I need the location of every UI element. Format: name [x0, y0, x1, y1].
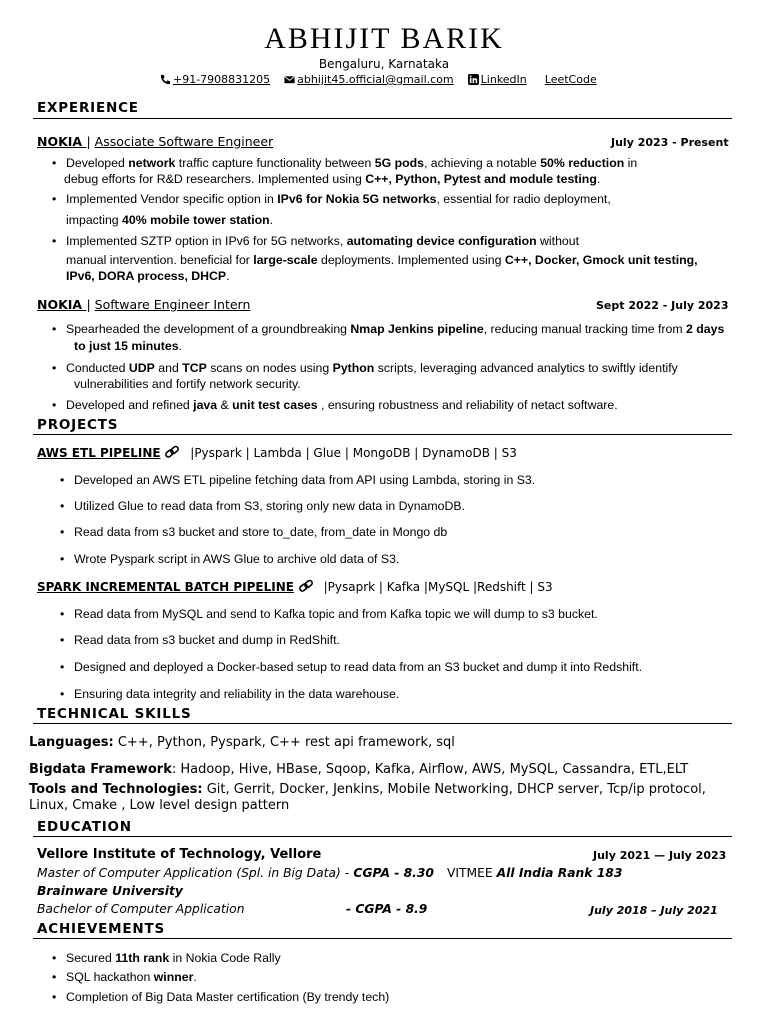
list-item: • Ensuring data integrity and reliability in the data warehouse.: [60, 687, 400, 701]
company-name: NOKIA: [37, 134, 87, 149]
contact-bar: [160, 73, 597, 86]
list-item: • Conducted UDP and TCP scans on nodes using Python scripts, leveraging advanced analytics to swiftly identify: [52, 361, 678, 375]
list-item-cont: IPv6, DORA process, DHCP.: [66, 269, 230, 283]
job-role: Associate Software Engineer: [94, 134, 274, 149]
divider: [33, 938, 732, 939]
divider: [33, 836, 732, 837]
section-projects: PROJECTS: [37, 417, 119, 433]
school-name: Brainware University: [37, 884, 183, 898]
linkedin-link[interactable]: [468, 73, 527, 86]
section-achievements: ACHIEVEMENTS: [37, 921, 166, 937]
list-item: • Utilized Glue to read data from S3, storing only new data in DynamoDB.: [60, 499, 465, 513]
list-item: • Secured 11th rank in Nokia Code Rally: [52, 951, 281, 965]
phone-icon: [160, 74, 171, 85]
list-item-cont: debug efforts for R&D researchers. Implemented using C++, Python, Pytest and module testing.: [64, 172, 601, 186]
leetcode-text: LeetCode: [544, 73, 597, 86]
degree-line: Master of Computer Application (Spl. in Big Data) - CGPA - 8.30: [37, 866, 434, 880]
project-stack: |Pysaprk | Kafka |MySQL |Redshift | S3: [323, 580, 553, 594]
list-item: • Implemented SZTP option in IPv6 for 5G networks, automating device configuration without: [52, 234, 580, 248]
list-item: • Read data from s3 bucket and store to_date, from_date in Mongo db: [60, 525, 448, 539]
list-item: • Developed an AWS ETL pipeline fetching data from API using Lambda, storing in S3.: [60, 473, 536, 487]
job-title-line: NOKIA | Associate Software Engineer: [37, 134, 274, 149]
skills-languages: Languages: C++, Python, Pyspark, C++ rest api framework, sql: [29, 735, 455, 750]
location: Bengaluru, Karnataka: [318, 57, 450, 71]
list-item: • Implemented Vendor specific option in IPv6 for Nokia 5G networks, essential for radio deployment,: [52, 192, 611, 206]
list-item: • Spearheaded the development of a groundbreaking Nmap Jenkins pipeline, reducing manual tracking time from 2 days: [52, 322, 725, 336]
candidate-name: ABHIJIT BARIK: [264, 22, 504, 55]
phone-link[interactable]: [160, 73, 270, 86]
list-item-cont: to just 15 minutes.: [74, 339, 182, 353]
education-date: July 2021 — July 2023: [593, 849, 727, 862]
email-text: abhijit45.official@gmail.com: [297, 73, 454, 86]
skills-tools: Tools and Technologies: Git, Gerrit, Docker, Jenkins, Mobile Networking, DHCP server, Tcp/ip protocol,: [29, 782, 706, 797]
skills-bigdata: Bigdata Framework: Hadoop, Hive, HBase, Sqoop, Kafka, Airflow, AWS, MySQL, Cassandra, ETL,ELT: [29, 762, 689, 777]
section-skills: TECHNICAL SKILLS: [37, 706, 192, 722]
link-icon[interactable]: [164, 445, 180, 459]
phone-text: +91-7908831205: [173, 73, 271, 86]
education-date: July 2018 – July 2021: [590, 904, 718, 917]
school-name: Vellore Institute of Technology, Vellore: [37, 847, 322, 862]
list-item: • Developed and refined java & unit test cases , ensuring robustness and reliability of netact software.: [52, 398, 618, 412]
cgpa: - CGPA - 8.9: [346, 902, 428, 916]
project-title-line: [37, 445, 517, 460]
section-experience: EXPERIENCE: [37, 100, 139, 116]
skills-tools-cont: Linux, Cmake , Low level design pattern: [29, 798, 290, 813]
list-item: • Read data from MySQL and send to Kafka topic and from Kafka topic we will dump to s3 bucket.: [60, 607, 598, 621]
list-item-cont: impacting 40% mobile tower station.: [66, 213, 274, 227]
email-link[interactable]: [284, 73, 453, 86]
divider: [33, 118, 732, 119]
list-item-cont: vulnerabilities and fortify network security.: [74, 377, 301, 391]
project-title-line: [37, 579, 553, 594]
list-item: • Wrote Pyspark script in AWS Glue to archive old data of S3.: [60, 552, 400, 566]
list-item: • SQL hackathon winner.: [52, 970, 197, 984]
leetcode-link[interactable]: [545, 73, 597, 86]
envelope-icon: [284, 74, 295, 85]
project-stack: |Pyspark | Lambda | Glue | MongoDB | DynamoDB | S3: [190, 446, 517, 460]
company-name: NOKIA: [37, 297, 87, 312]
project-title: AWS ETL PIPELINE: [37, 446, 161, 460]
section-education: EDUCATION: [37, 819, 132, 835]
exam-rank: VITMEE All India Rank 183: [447, 866, 623, 880]
linkedin-text: LinkedIn: [480, 73, 527, 86]
list-item: • Designed and deployed a Docker-based setup to read data from an S3 bucket and dump it into Redshift.: [60, 660, 643, 674]
link-icon[interactable]: [298, 579, 314, 593]
job-date: Sept 2022 - July 2023: [596, 299, 729, 312]
list-item: • Read data from s3 bucket and dump in RedShift.: [60, 633, 340, 647]
degree-line: Bachelor of Computer Application: [37, 902, 245, 916]
job-date: July 2023 - Present: [611, 136, 729, 149]
list-item: • Developed network traffic capture functionality between 5G pods, achieving a notable 50% reduction in: [52, 156, 638, 170]
divider: [33, 434, 732, 435]
list-item: • Completion of Big Data Master certification (By trendy tech): [52, 990, 390, 1004]
divider: [33, 723, 732, 724]
job-role: Software Engineer Intern: [94, 297, 251, 312]
list-item-cont: manual intervention. beneficial for large-scale deployments. Implemented using C++, Docker, Gmock unit testing,: [66, 253, 698, 267]
job-title-line: NOKIA | Software Engineer Intern: [37, 297, 251, 312]
project-title: SPARK INCREMENTAL BATCH PIPELINE: [37, 580, 294, 594]
linkedin-icon: [468, 74, 479, 85]
